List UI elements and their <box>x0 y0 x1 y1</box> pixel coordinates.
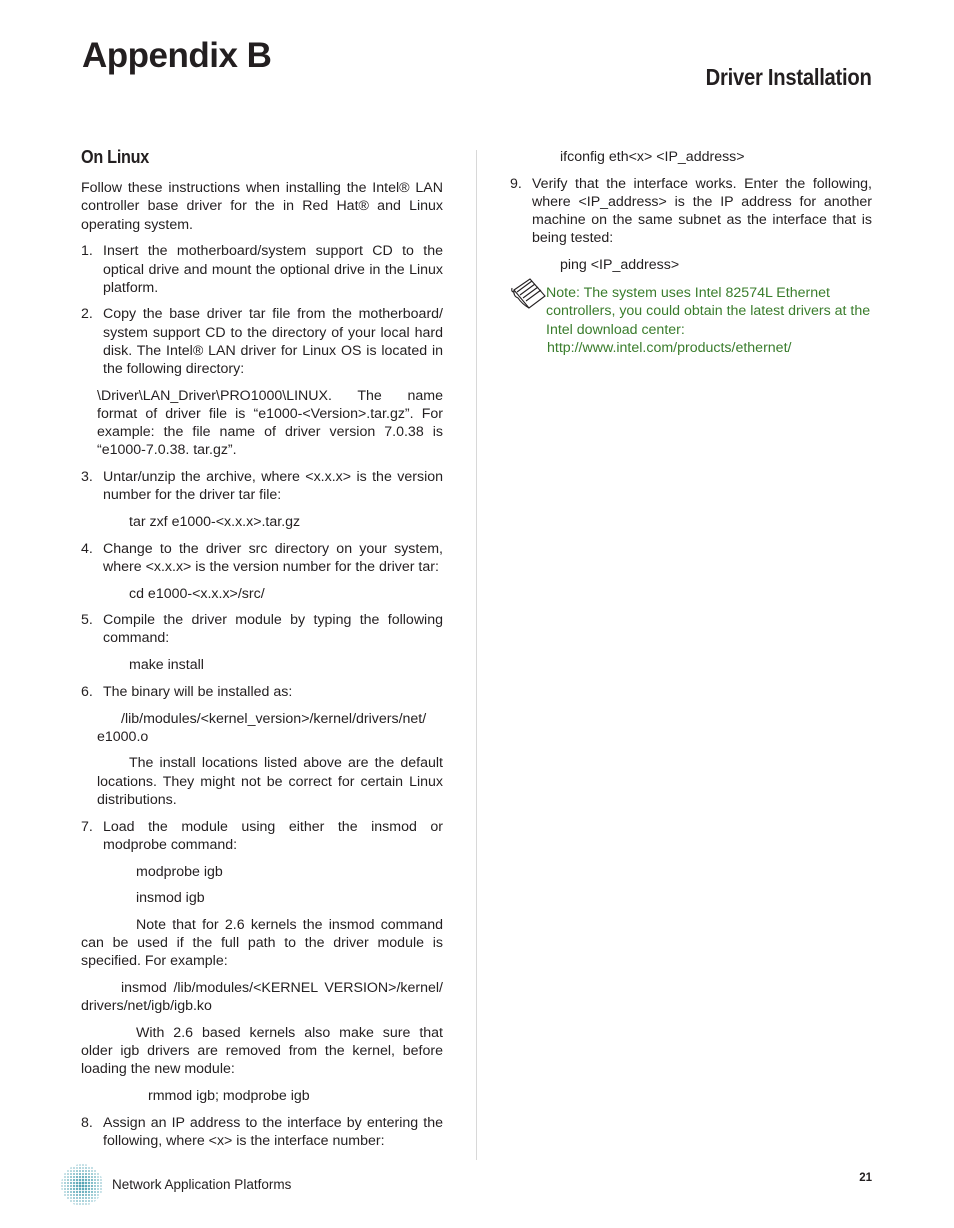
step-4: 4. Change to the driver src directory on your system, where <x.x.x> is the version number for the driver tar: <box>81 540 443 575</box>
page-number: 21 <box>859 1172 872 1184</box>
step-2: 2. Copy the base driver tar file from the motherboard/ system support CD to the directory of your local hard disk. The Intel® LAN driver for Linux OS is located in the following directory: <box>81 306 443 378</box>
note-pad-icon <box>510 276 548 312</box>
company-logo-icon <box>60 1163 104 1207</box>
step-5-command: make install <box>129 657 204 674</box>
step-7-command-2: insmod igb <box>136 890 205 907</box>
step-9: 9. Verify that the interface works. Enter the following, where <IP_address> is the IP address for another machine on the same subnet as the interface that is being tested: <box>510 175 872 247</box>
step-8-command: ifconfig eth<x> <IP_address> <box>560 149 745 165</box>
step-3: 3. Untar/unzip the archive, where <x.x.x> is the version number for the driver tar file: <box>81 469 443 504</box>
step-6-note: The install locations listed above are the default locations. They might not be correct for certain Linux distributions. <box>97 755 443 808</box>
step-7-command-1: modprobe igb <box>136 863 223 880</box>
section-title: Driver Installation <box>706 64 872 90</box>
steps-list <box>81 242 443 378</box>
appendix-title: Appendix B <box>82 36 272 75</box>
column-divider <box>476 150 477 1160</box>
footer-brand-text: Network Application Platforms <box>112 1177 292 1192</box>
step-6: 6. The binary will be installed as: <box>81 683 293 700</box>
step-1: 1. Insert the motherboard/system support CD to the optical drive and mount the optional drive in the Linux platform. <box>81 243 443 296</box>
step-7-command-3: rmmod igb; modprobe igb <box>148 1088 310 1105</box>
left-column <box>81 148 443 1159</box>
step-7-path: insmod /lib/modules/<KERNEL VERSION>/kernel/ drivers/net/igb/igb.ko <box>81 980 443 1015</box>
intro-paragraph: Follow these instructions when installing the Intel® LAN controller base driver for the in Red Hat® and Linux operating system. <box>81 180 443 233</box>
step-7-note: Note that for 2.6 kernels the insmod command can be used if the full path to the driver module is specified. For example: <box>81 916 443 970</box>
step-6-path: /lib/modules/<kernel_version>/kernel/drivers/net/ e1000.o <box>97 710 427 745</box>
note-callout <box>510 284 872 357</box>
step-9-command: ping <IP_address> <box>560 257 680 274</box>
step-8: 8. Assign an IP address to the interface by entering the following, where <x> is the interface number: <box>81 1114 443 1149</box>
step-3-command: tar zxf e1000-<x.x.x>.tar.gz <box>129 513 301 530</box>
step-2-detail: \Driver\LAN_Driver\PRO1000\LINUX. The name format of driver file is “e1000-<Version>.tar.gz”. For example: the file name of driver version 7.0.38 is “e1000-7.0.38. tar.gz”. <box>97 387 443 459</box>
step-5: 5. Compile the driver module by typing the following command: <box>81 612 443 647</box>
step-4-command: cd e1000-<x.x.x>/src/ <box>129 585 265 602</box>
step-7-note-2: With 2.6 based kernels also make sure that older igb drivers are removed from the kernel, before loading the new module: <box>81 1024 443 1078</box>
subsection-title: On Linux <box>81 147 150 167</box>
step-7: 7. Load the module using either the insmod or modprobe command: <box>81 818 443 853</box>
right-column <box>510 148 872 357</box>
note-text: Note: The system uses Intel 82574L Ethernet controllers, you could obtain the latest drivers at the Intel download center: <box>546 285 871 338</box>
intel-download-link[interactable]: http://www.intel.com/products/ethernet/ <box>547 339 792 356</box>
